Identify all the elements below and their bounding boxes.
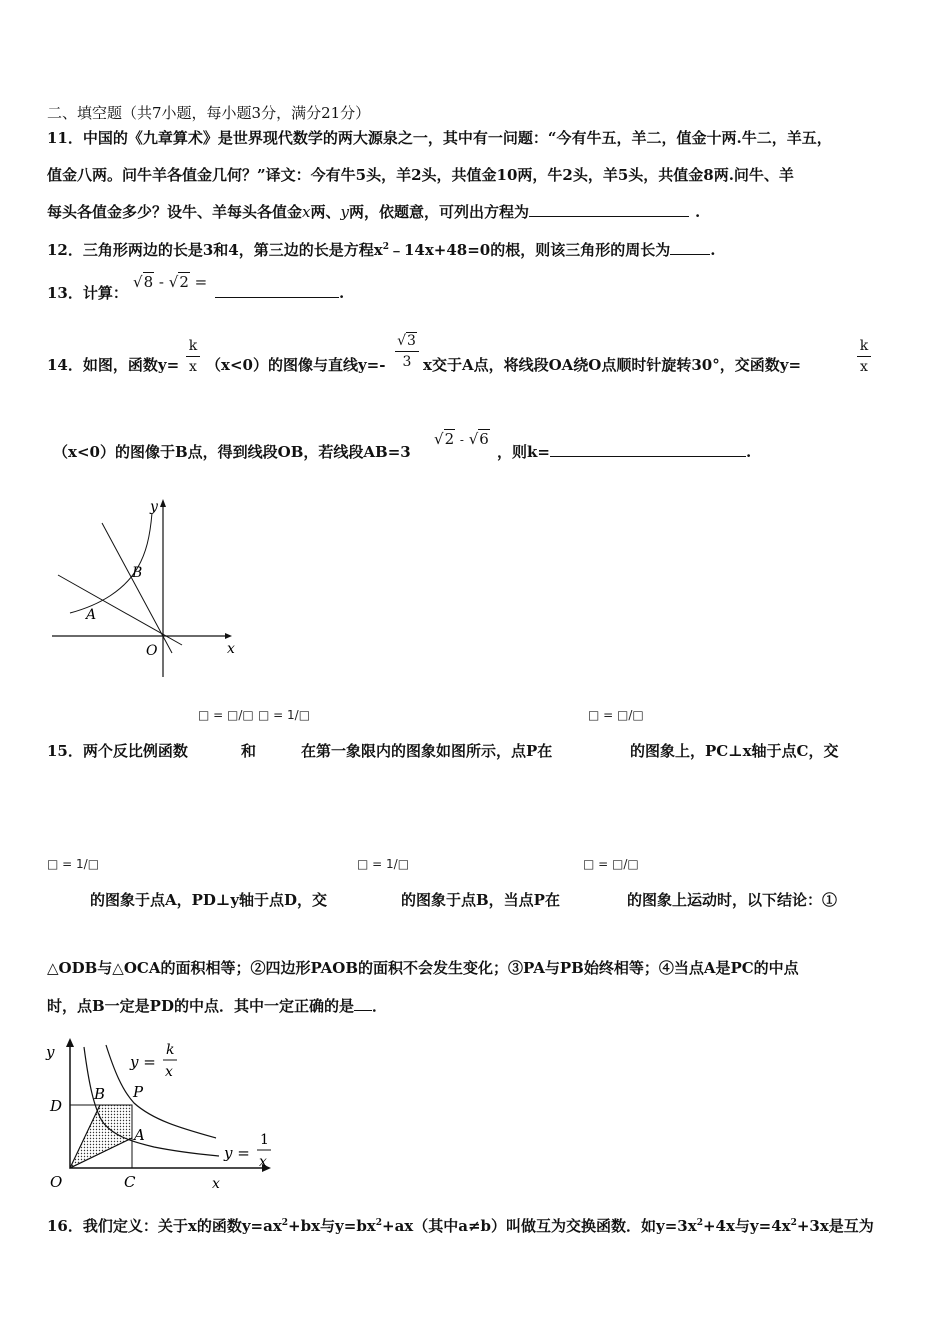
q16-sup3: 2: [696, 1218, 703, 1228]
q11-answer-blank[interactable]: [529, 202, 689, 217]
q16-text-d: +4x与y=4x: [702, 1217, 791, 1235]
q14-end: .: [745, 443, 752, 461]
q16-text-e: +3x是互为: [796, 1217, 874, 1235]
q14-frac-k-x-1: [186, 338, 200, 375]
q15-answer-blank[interactable]: [354, 996, 372, 1011]
q15-formula-box6: □ = □/□: [583, 857, 639, 871]
q15-line2-c: 的图象上运动时，以下结论：①: [627, 891, 838, 909]
q13-rad1: 8: [143, 273, 154, 291]
q15-label-yk: y =: [130, 1053, 156, 1071]
q14-label-b: B: [132, 565, 143, 581]
q15-label-o: O: [50, 1173, 63, 1191]
q16-sup4: 2: [790, 1218, 797, 1228]
q14-line2-tail: [497, 442, 751, 462]
q11-text-a: 每头各值金多少？设牛、羊每头各值金: [47, 203, 303, 221]
q12-answer-blank[interactable]: [670, 240, 710, 255]
q14-line-ob: [102, 523, 172, 653]
q12-sup: 2: [382, 242, 389, 252]
q15-label-1x: x: [259, 1154, 267, 1170]
q15-label-y: y: [46, 1043, 55, 1061]
q14-figure: [50, 495, 250, 685]
q16-sup2: 2: [375, 1218, 383, 1228]
q16-text-a: 16．我们定义：关于x的函数y=ax: [47, 1217, 282, 1235]
q14-hyperbola: [70, 513, 152, 613]
q15-label-y1: y =: [224, 1144, 250, 1162]
q11-text-b: 两、: [310, 203, 341, 221]
q11-line2: 值金八两。问牛羊各值金几何？”译文：今有牛5头，羊2头，共值金10两，牛2头，羊5头，共值金8两.问牛、羊: [47, 166, 794, 184]
q16-text-b: +bx与y=bx: [288, 1217, 376, 1235]
q15-line4-a: 时，点B一定是PD的中点．其中一定正确的是: [47, 997, 354, 1015]
q15-line3: △ODB与△OCA的面积相等；②四边形PAOB的面积不会发生变化；③PA与PB始终相等；④当点A是PC的中点: [47, 959, 799, 977]
q15-label-x: x: [212, 1176, 220, 1192]
q11-var-y: y: [340, 203, 349, 221]
q12-text-a: 12．三角形两边的长是3和4，第三边的长是方程x: [47, 241, 383, 259]
q14-r2: 2: [444, 430, 455, 448]
q14-frac-sqrt3-3: √3 3: [395, 333, 419, 370]
q15-line1-c: 在第一象限内的图象如图所示，点P在: [301, 742, 553, 760]
q16-sup1: 2: [281, 1218, 289, 1228]
q14-line2: [53, 442, 411, 462]
q14-label-x: x: [227, 641, 235, 657]
q15-label-a: A: [134, 1126, 145, 1144]
q14-answer-blank[interactable]: [550, 442, 746, 457]
q14-line2-a: （x<0）的图像于B点，得到线段OB，若线段AB=3: [53, 443, 411, 461]
q11-line1: 11．中国的《九章算术》是世界现代数学的两大源泉之一，其中有一问题：“今有牛五，羊二，值金十两.牛二，羊五，: [47, 129, 832, 147]
q11-line3: [47, 202, 700, 222]
q15-end: ．: [371, 997, 387, 1015]
q14-r6: 6: [479, 430, 489, 448]
q14-line2-b: ，则k=: [497, 443, 550, 461]
q16-text-c: +ax（其中a≠b）叫做互为交换函数．如y=3x: [382, 1217, 697, 1235]
q14-text-c: x交于A点，将线段OA绕O点顺时针旋转30°，交函数y=: [423, 356, 802, 374]
q12-end: .: [710, 241, 716, 259]
q15-line2-b: 的图象于点B，当点P在: [401, 891, 560, 909]
q15-figure: [44, 1035, 284, 1195]
q11-var-x: x: [302, 203, 311, 221]
q14-text-b: （x<0）的图像与直线y=-: [206, 356, 386, 374]
q15-formula-box2: □ = 1/□: [258, 708, 311, 722]
q14-text-a: 14．如图，函数y=: [47, 356, 180, 374]
q15-formula-box5: □ = 1/□: [357, 857, 410, 871]
q14-x: x: [189, 359, 197, 375]
q15-label-b: B: [94, 1085, 106, 1103]
q13-blank-line: [215, 283, 344, 303]
q11-text-c: 两，依题意，可列出方程为: [348, 203, 529, 221]
q14-label-y: y: [150, 499, 158, 515]
q14-frac-k-x-2: [857, 338, 871, 375]
q15-line2-a: 的图象于点A，PD⊥y轴于点D，交: [90, 891, 328, 909]
q15-label-kx: x: [165, 1064, 173, 1080]
q13-expression: √8 - √2 =: [133, 273, 208, 291]
q14-sqrt3: 3: [407, 333, 416, 349]
q15-formula-box3: □ = □/□: [588, 708, 644, 722]
q13-label: 13．计算：: [47, 284, 128, 302]
q13-answer-blank[interactable]: [215, 283, 339, 298]
q13-rad2: 2: [179, 273, 189, 291]
q15-label-p: P: [133, 1083, 144, 1101]
q13-end: .: [339, 284, 345, 302]
q15-formula-box4: □ = 1/□: [47, 857, 100, 871]
q14-k2: k: [859, 338, 869, 354]
q12-line: [47, 237, 715, 260]
q14-label-a: A: [86, 607, 97, 623]
q15-label-d: D: [50, 1097, 63, 1115]
q15-line1-b: 和: [241, 742, 257, 760]
q14-three: 3: [402, 354, 412, 370]
q15-line1-a: 15．两个反比例函数: [47, 742, 188, 760]
q12-text-b: ﹣14x+48=0的根，则该三角形的周长为: [388, 241, 671, 259]
q14-ab-expression: √2 - √6: [434, 430, 489, 448]
q15-label-one: 1: [260, 1132, 269, 1148]
q15-label-k: k: [166, 1042, 175, 1058]
section-heading: 二、填空题（共7小题，每小题3分，满分21分）: [47, 104, 371, 122]
q14-k: k: [188, 338, 198, 354]
q16-line: [47, 1213, 874, 1236]
q15-line1-d: 的图象上，PC⊥x轴于点C，交: [630, 742, 839, 760]
q14-dash: -: [459, 433, 464, 447]
q15-formula-box1: □ = □/□: [198, 708, 254, 722]
q11-end: .: [695, 203, 701, 221]
q13-eq: =: [194, 273, 208, 291]
q15-label-c: C: [124, 1173, 136, 1191]
q14-x2: x: [860, 359, 868, 375]
q15-line4: [47, 996, 387, 1016]
q13-minus: -: [158, 273, 164, 291]
q14-label-o: O: [146, 643, 158, 659]
